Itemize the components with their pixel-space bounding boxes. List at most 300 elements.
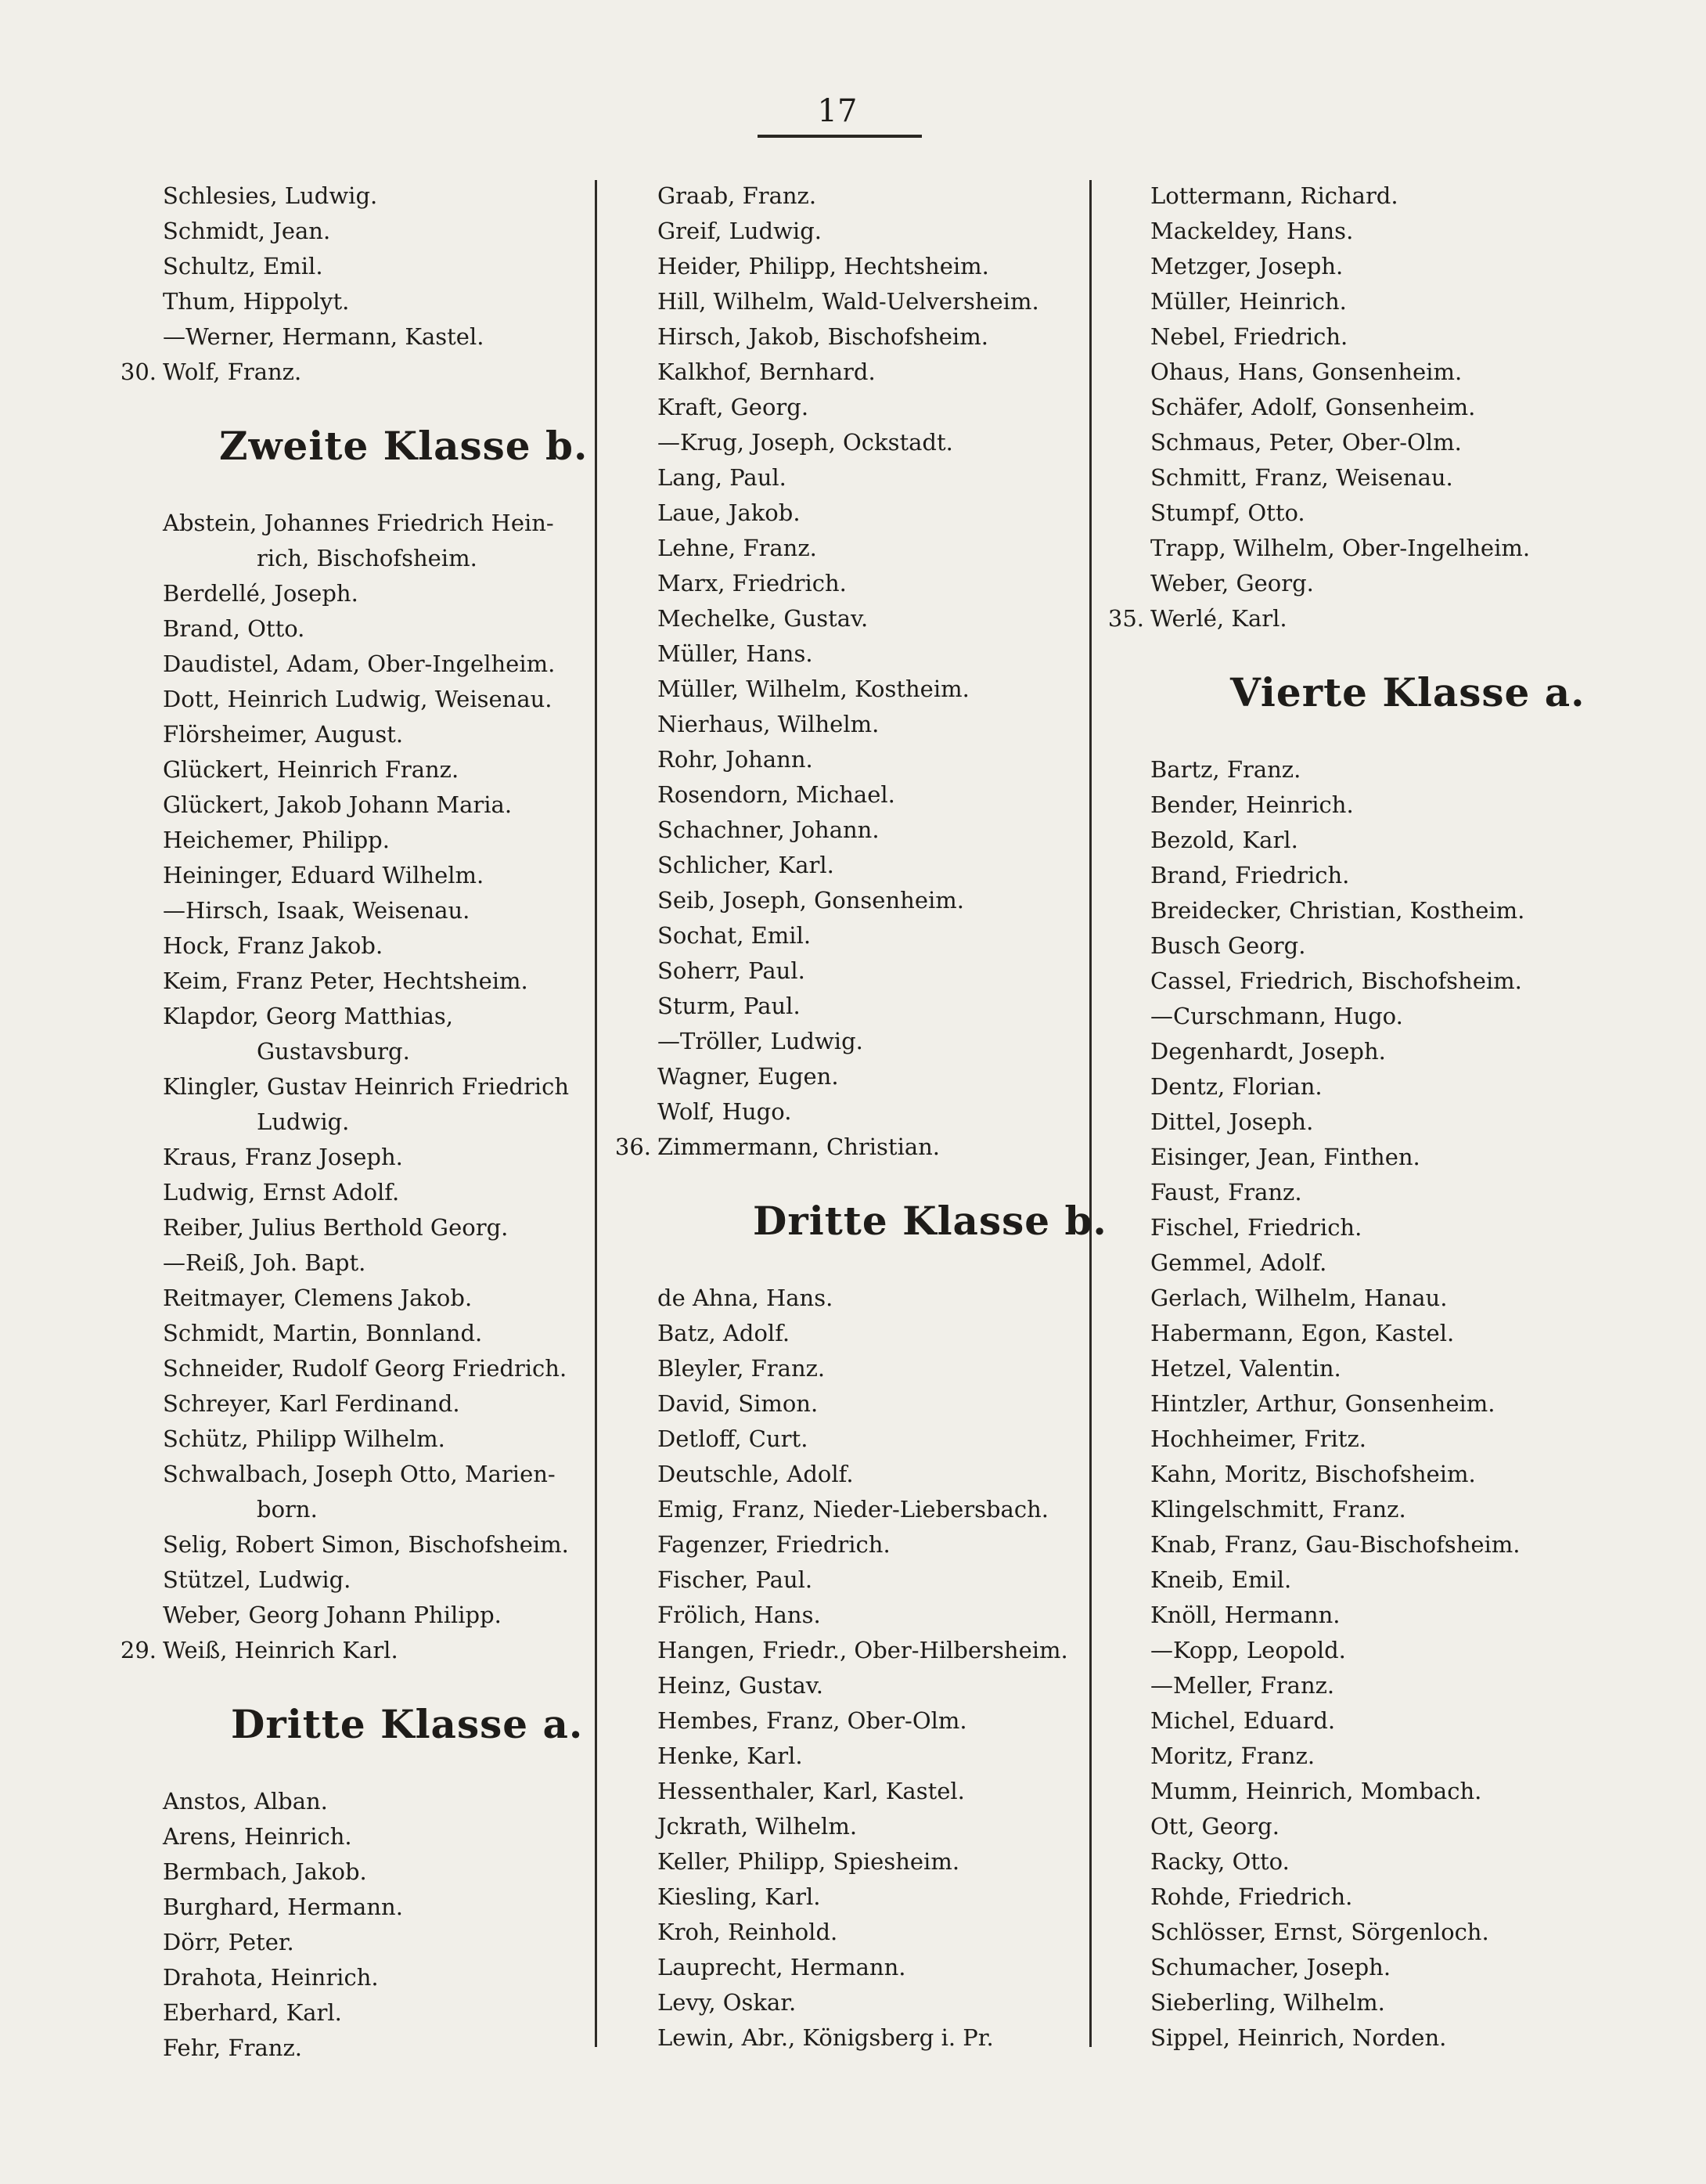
list-item <box>1105 1105 1590 1140</box>
page-number-rule <box>758 135 922 138</box>
list-item <box>1105 1774 1590 1809</box>
name-list <box>117 178 603 390</box>
list-item <box>117 506 603 576</box>
section-heading: Dritte Klasse a. <box>231 1701 584 1747</box>
student-name: Keim, Franz Peter, Hechtsheim. <box>163 968 528 994</box>
list-item <box>117 752 603 787</box>
list-item <box>117 1784 603 1819</box>
student-name: Müller, Heinrich. <box>1150 288 1347 315</box>
list-item <box>612 566 1097 601</box>
student-name: Lauprecht, Hermann. <box>657 1954 906 1980</box>
list-item <box>1105 355 1590 390</box>
student-name: Hintzler, Arthur, Gonsenheim. <box>1150 1390 1495 1417</box>
list-item <box>1105 1069 1590 1105</box>
name-list <box>1105 752 1590 2056</box>
list-item <box>117 999 603 1069</box>
column-left <box>117 178 603 2066</box>
student-name: Hill, Wilhelm, Wald-Uelversheim. <box>657 288 1039 315</box>
list-item <box>612 1668 1097 1703</box>
list-item <box>117 1819 603 1854</box>
list-item <box>612 1915 1097 1950</box>
list-item <box>1105 1633 1590 1668</box>
student-name: Cassel, Friedrich, Bischofsheim. <box>1150 968 1522 994</box>
student-name: Keller, Philipp, Spiesheim. <box>657 1848 960 1875</box>
list-item <box>1105 1985 1590 2020</box>
student-name: Schmidt, Jean. <box>163 218 331 244</box>
section-heading: Vierte Klasse a. <box>1230 669 1585 715</box>
student-name: Seib, Joseph, Gonsenheim. <box>657 887 964 914</box>
student-name: Hochheimer, Fritz. <box>1150 1425 1366 1452</box>
student-name: Stumpf, Otto. <box>1150 499 1305 526</box>
student-name: Kalkhof, Bernhard. <box>657 359 876 385</box>
student-name: Emig, Franz, Nieder-Liebersbach. <box>657 1496 1049 1523</box>
list-item <box>117 2031 603 2066</box>
student-name: Lehne, Franz. <box>657 535 817 561</box>
list-item <box>1105 1562 1590 1598</box>
list-item <box>612 777 1097 813</box>
student-name: Ohaus, Hans, Gonsenheim. <box>1150 359 1463 385</box>
student-name: Kraft, Georg. <box>657 394 809 420</box>
student-name: Hirsch, Jakob, Bischofsheim. <box>657 323 988 350</box>
student-name: Lewin, Abr., Königsberg i. Pr. <box>657 2024 994 2051</box>
list-item <box>612 1316 1097 1351</box>
student-name: Ott, Georg. <box>1150 1813 1280 1840</box>
list-item <box>612 672 1097 707</box>
list-item <box>612 1844 1097 1879</box>
list-item <box>612 1809 1097 1844</box>
list-item <box>612 425 1097 460</box>
student-name: —Tröller, Ludwig. <box>657 1028 863 1054</box>
list-item <box>117 1457 603 1527</box>
student-name: Dittel, Joseph. <box>1150 1108 1314 1135</box>
student-name: Bermbach, Jakob. <box>163 1858 367 1885</box>
student-name: Sippel, Heinrich, Norden. <box>1150 2024 1447 2051</box>
list-item <box>612 249 1097 284</box>
student-name: Hangen, Friedr., Ober-Hilbersheim. <box>657 1637 1068 1663</box>
name-list <box>612 1281 1097 2056</box>
student-name: Flörsheimer, August. <box>163 721 404 748</box>
student-name: Glückert, Heinrich Franz. <box>163 756 459 783</box>
list-item <box>117 823 603 858</box>
list-item <box>612 1879 1097 1915</box>
list-item <box>1105 1879 1590 1915</box>
student-name: Schachner, Johann. <box>657 816 880 843</box>
list-item <box>117 214 603 249</box>
student-name: Wagner, Eugen. <box>657 1063 839 1090</box>
list-item <box>1105 1703 1590 1739</box>
student-name: Deutschle, Adolf. <box>657 1461 854 1487</box>
list-item <box>612 460 1097 496</box>
list-item <box>612 1527 1097 1562</box>
student-name: Mumm, Heinrich, Mombach. <box>1150 1778 1482 1804</box>
list-item <box>117 717 603 752</box>
student-name: Dentz, Florian. <box>1150 1073 1323 1100</box>
student-name: —Werner, Hermann, Kastel. <box>163 323 484 350</box>
list-item <box>612 883 1097 918</box>
student-name: Moritz, Franz. <box>1150 1743 1315 1769</box>
student-name-continuation: Gustavsburg. <box>257 1038 410 1065</box>
list-item <box>1105 1386 1590 1422</box>
student-name: Anstos, Alban. <box>163 1788 328 1815</box>
student-name: Levy, Oskar. <box>657 1989 797 2016</box>
list-item <box>117 576 603 611</box>
list-item <box>117 1175 603 1210</box>
student-name: Sturm, Paul. <box>657 993 801 1019</box>
list-item <box>1105 2020 1590 2056</box>
student-name: Arens, Heinrich. <box>163 1823 352 1850</box>
student-name: Metzger, Joseph. <box>1150 253 1344 279</box>
list-item <box>1105 425 1590 460</box>
student-name: Thum, Hippolyt. <box>163 288 350 315</box>
student-name: Drahota, Heinrich. <box>163 1964 379 1991</box>
list-item <box>1105 214 1590 249</box>
student-name: —Meller, Franz. <box>1150 1672 1335 1699</box>
student-name: Burghard, Hermann. <box>163 1894 403 1920</box>
list-item <box>612 989 1097 1024</box>
student-name: Schmaus, Peter, Ober-Olm. <box>1150 429 1462 456</box>
list-item <box>117 1245 603 1281</box>
list-item <box>1105 1140 1590 1175</box>
list-item <box>117 787 603 823</box>
student-name: Busch Georg. <box>1150 932 1306 959</box>
student-name: Hock, Franz Jakob. <box>163 932 383 959</box>
list-item <box>117 1925 603 1960</box>
student-name: Brand, Otto. <box>163 615 305 642</box>
list-item <box>612 1386 1097 1422</box>
student-name: Bender, Heinrich. <box>1150 791 1354 818</box>
student-name: Bezold, Karl. <box>1150 827 1298 853</box>
list-item <box>612 319 1097 355</box>
student-name: Schwalbach, Joseph Otto, Marien- <box>163 1461 556 1487</box>
student-name: Hessenthaler, Karl, Kastel. <box>657 1778 965 1804</box>
student-name: Klingler, Gustav Heinrich Friedrich <box>163 1073 569 1100</box>
list-item <box>117 611 603 647</box>
name-list <box>612 178 1097 1165</box>
student-name: Schmitt, Franz, Weisenau. <box>1150 464 1453 491</box>
name-list <box>117 506 603 1668</box>
list-item <box>612 284 1097 319</box>
student-name: Eberhard, Karl. <box>163 1999 342 2026</box>
list-item <box>117 1854 603 1890</box>
list-item <box>1105 1281 1590 1316</box>
student-name: Breidecker, Christian, Kostheim. <box>1150 897 1525 924</box>
list-item <box>612 1703 1097 1739</box>
list-item <box>1105 390 1590 425</box>
list-item <box>117 1210 603 1245</box>
student-name: Habermann, Egon, Kastel. <box>1150 1320 1455 1346</box>
list-item <box>612 1422 1097 1457</box>
student-name: —Hirsch, Isaak, Weisenau. <box>163 897 470 924</box>
list-item <box>117 178 603 214</box>
student-name: Klapdor, Georg Matthias, <box>163 1003 453 1029</box>
list-item <box>1105 928 1590 964</box>
student-name: de Ahna, Hans. <box>657 1285 833 1311</box>
student-name: Gerlach, Wilhelm, Hanau. <box>1150 1285 1448 1311</box>
student-name: —Krug, Joseph, Ockstadt. <box>657 429 953 456</box>
student-name: Mechelke, Gustav. <box>657 605 869 632</box>
list-item <box>1105 787 1590 823</box>
list-item <box>1105 1915 1590 1950</box>
student-name: Batz, Adolf. <box>657 1320 790 1346</box>
list-item <box>1105 1457 1590 1492</box>
list-item <box>612 1281 1097 1316</box>
list-item <box>1105 496 1590 531</box>
list-item <box>117 1562 603 1598</box>
list-item <box>612 953 1097 989</box>
student-name: —Reiß, Joh. Bapt. <box>163 1249 366 1276</box>
list-item <box>117 858 603 893</box>
list-item <box>612 1130 1097 1165</box>
student-name: Mackeldey, Hans. <box>1150 218 1354 244</box>
student-name: Schneider, Rudolf Georg Friedrich. <box>163 1355 567 1382</box>
list-item <box>612 707 1097 742</box>
student-name: Lang, Paul. <box>657 464 786 491</box>
list-item <box>1105 999 1590 1034</box>
student-name: Rosendorn, Michael. <box>657 781 895 808</box>
list-item <box>117 1598 603 1633</box>
list-item <box>612 636 1097 672</box>
student-name: Trapp, Wilhelm, Ober-Ingelheim. <box>1150 535 1531 561</box>
student-name: Zimmermann, Christian. <box>657 1133 941 1160</box>
student-name: Brand, Friedrich. <box>1150 862 1350 888</box>
student-name-continuation: Ludwig. <box>257 1108 350 1135</box>
list-item <box>1105 858 1590 893</box>
list-item <box>1105 1245 1590 1281</box>
student-name: Selig, Robert Simon, Bischofsheim. <box>163 1531 569 1558</box>
student-name: Schlösser, Ernst, Sörgenloch. <box>1150 1919 1489 1945</box>
student-name: —Curschmann, Hugo. <box>1150 1003 1403 1029</box>
list-item <box>612 496 1097 531</box>
list-item <box>117 249 603 284</box>
list-item <box>117 682 603 717</box>
student-name: Abstein, Johannes Friedrich Hein- <box>163 510 554 536</box>
student-name: Reiber, Julius Berthold Georg. <box>163 1214 509 1241</box>
list-item <box>612 531 1097 566</box>
list-item <box>612 214 1097 249</box>
list-item <box>612 355 1097 390</box>
list-item <box>117 1386 603 1422</box>
list-item <box>117 1316 603 1351</box>
student-name: Dott, Heinrich Ludwig, Weisenau. <box>163 686 552 712</box>
page-number: 17 <box>817 93 858 129</box>
student-name: Bleyler, Franz. <box>657 1355 826 1382</box>
student-name: Stützel, Ludwig. <box>163 1566 351 1593</box>
list-item <box>1105 284 1590 319</box>
list-item <box>612 813 1097 848</box>
list-item <box>1105 1950 1590 1985</box>
list-item <box>117 319 603 355</box>
student-name: Soherr, Paul. <box>657 957 805 984</box>
student-name: Faust, Franz. <box>1150 1179 1302 1206</box>
list-item <box>1105 566 1590 601</box>
list-item <box>1105 893 1590 928</box>
student-name: Schlesies, Ludwig. <box>163 182 378 209</box>
section-heading: Zweite Klasse b. <box>219 423 588 469</box>
list-item <box>117 964 603 999</box>
list-item <box>612 1598 1097 1633</box>
student-name: Reitmayer, Clemens Jakob. <box>163 1285 473 1311</box>
student-name: Kiesling, Karl. <box>657 1883 821 1910</box>
list-item <box>612 390 1097 425</box>
list-item <box>1105 964 1590 999</box>
student-name: Weber, Georg. <box>1150 570 1314 596</box>
item-count-number: 29. <box>120 1637 157 1663</box>
student-name: Racky, Otto. <box>1150 1848 1290 1875</box>
list-item <box>1105 823 1590 858</box>
student-name: Rohde, Friedrich. <box>1150 1883 1353 1910</box>
student-name: Eisinger, Jean, Finthen. <box>1150 1144 1420 1170</box>
list-item <box>612 1457 1097 1492</box>
student-name: Hembes, Franz, Ober-Olm. <box>657 1707 967 1734</box>
list-item <box>117 1890 603 1925</box>
list-item <box>612 1950 1097 1985</box>
student-name: Klingelschmitt, Franz. <box>1150 1496 1406 1523</box>
list-item <box>1105 1351 1590 1386</box>
student-name-continuation: born. <box>257 1496 318 1523</box>
section-heading: Dritte Klasse b. <box>753 1198 1107 1244</box>
student-name: Schmidt, Martin, Bonnland. <box>163 1320 483 1346</box>
list-item <box>1105 1739 1590 1774</box>
list-item <box>1105 601 1590 636</box>
student-name: Wolf, Hugo. <box>657 1098 792 1125</box>
list-item <box>1105 1598 1590 1633</box>
student-name: Heininger, Eduard Wilhelm. <box>163 862 484 888</box>
list-item <box>612 1059 1097 1094</box>
student-name: Schreyer, Karl Ferdinand. <box>163 1390 460 1417</box>
student-name: Ludwig, Ernst Adolf. <box>163 1179 400 1206</box>
student-name: Kneib, Emil. <box>1150 1566 1292 1593</box>
list-item <box>612 1774 1097 1809</box>
list-item <box>1105 1175 1590 1210</box>
list-item <box>117 1069 603 1140</box>
student-name: Gemmel, Adolf. <box>1150 1249 1327 1276</box>
student-name: Kraus, Franz Joseph. <box>163 1144 403 1170</box>
list-item <box>1105 1809 1590 1844</box>
list-item <box>1105 1034 1590 1069</box>
list-item <box>612 1492 1097 1527</box>
student-name: Heichemer, Philipp. <box>163 827 390 853</box>
student-name: Greif, Ludwig. <box>657 218 822 244</box>
student-name: Marx, Friedrich. <box>657 570 847 596</box>
list-item <box>612 1351 1097 1386</box>
student-name: Glückert, Jakob Johann Maria. <box>163 791 513 818</box>
student-name: Knöll, Hermann. <box>1150 1602 1341 1628</box>
list-item <box>117 1281 603 1316</box>
list-item <box>612 1562 1097 1598</box>
student-name: Schäfer, Adolf, Gonsenheim. <box>1150 394 1476 420</box>
list-item <box>612 2020 1097 2056</box>
list-item <box>117 284 603 319</box>
list-item <box>117 1960 603 1995</box>
student-name: Müller, Wilhelm, Kostheim. <box>657 676 970 702</box>
student-name: Schumacher, Joseph. <box>1150 1954 1391 1980</box>
student-name: Schlicher, Karl. <box>657 852 834 878</box>
student-name: Kahn, Moritz, Bischofsheim. <box>1150 1461 1476 1487</box>
list-item <box>612 1633 1097 1668</box>
student-name: Fagenzer, Friedrich. <box>657 1531 891 1558</box>
item-count-number: 35. <box>1107 605 1144 632</box>
student-name: Weber, Georg Johann Philipp. <box>163 1602 502 1628</box>
column-right <box>1105 178 1590 2056</box>
student-name-continuation: rich, Bischofsheim. <box>257 545 477 571</box>
list-item <box>117 1351 603 1386</box>
student-name: Hetzel, Valentin. <box>1150 1355 1341 1382</box>
list-item <box>612 178 1097 214</box>
list-item <box>612 1985 1097 2020</box>
list-item <box>117 1422 603 1457</box>
list-item <box>1105 1844 1590 1879</box>
list-item <box>1105 752 1590 787</box>
name-list <box>1105 178 1590 636</box>
student-name: Nebel, Friedrich. <box>1150 323 1348 350</box>
student-name: Schütz, Philipp Wilhelm. <box>163 1425 445 1452</box>
student-name: Daudistel, Adam, Ober-Ingelheim. <box>163 651 556 677</box>
list-item <box>1105 1527 1590 1562</box>
list-item <box>1105 1492 1590 1527</box>
student-name: Degenhardt, Joseph. <box>1150 1038 1386 1065</box>
student-name: Schultz, Emil. <box>163 253 323 279</box>
student-name: Detloff, Curt. <box>657 1425 808 1452</box>
list-item <box>1105 1316 1590 1351</box>
list-item <box>1105 178 1590 214</box>
list-item <box>612 742 1097 777</box>
student-name: Nierhaus, Wilhelm. <box>657 711 880 737</box>
student-name: Kroh, Reinhold. <box>657 1919 838 1945</box>
student-name: David, Simon. <box>657 1390 819 1417</box>
student-name: Michel, Eduard. <box>1150 1707 1336 1734</box>
student-name: Dörr, Peter. <box>163 1929 294 1955</box>
student-name: Bartz, Franz. <box>1150 756 1301 783</box>
list-item <box>1105 249 1590 284</box>
student-name: Wolf, Franz. <box>163 359 302 385</box>
student-name: Graab, Franz. <box>657 182 817 209</box>
list-item <box>1105 460 1590 496</box>
student-name: Heinz, Gustav. <box>657 1672 823 1699</box>
list-item <box>117 1995 603 2031</box>
list-item <box>1105 1668 1590 1703</box>
student-name: Knab, Franz, Gau-Bischofsheim. <box>1150 1531 1521 1558</box>
student-name: Berdellé, Joseph. <box>163 580 358 607</box>
list-item <box>117 1633 603 1668</box>
list-item <box>117 355 603 390</box>
student-name: —Kopp, Leopold. <box>1150 1637 1346 1663</box>
item-count-number: 30. <box>120 359 157 385</box>
list-item <box>612 1094 1097 1130</box>
list-item <box>117 928 603 964</box>
name-list <box>117 1784 603 2066</box>
item-count-number: 36. <box>614 1133 651 1160</box>
list-item <box>612 848 1097 883</box>
list-item <box>612 1024 1097 1059</box>
student-name: Sochat, Emil. <box>657 922 812 949</box>
list-item <box>1105 531 1590 566</box>
column-middle <box>612 178 1107 2056</box>
student-name: Lottermann, Richard. <box>1150 182 1398 209</box>
list-item <box>117 1140 603 1175</box>
student-name: Frölich, Hans. <box>657 1602 821 1628</box>
student-name: Heider, Philipp, Hechtsheim. <box>657 253 989 279</box>
student-name: Sieberling, Wilhelm. <box>1150 1989 1385 2016</box>
student-name: Henke, Karl. <box>657 1743 803 1769</box>
list-item <box>117 893 603 928</box>
list-item <box>117 1527 603 1562</box>
student-name: Jckrath, Wilhelm. <box>657 1813 858 1840</box>
student-name: Müller, Hans. <box>657 640 813 667</box>
student-name: Weiß, Heinrich Karl. <box>163 1637 398 1663</box>
list-item <box>612 918 1097 953</box>
student-name: Rohr, Johann. <box>657 746 813 773</box>
student-name: Fischer, Paul. <box>657 1566 813 1593</box>
